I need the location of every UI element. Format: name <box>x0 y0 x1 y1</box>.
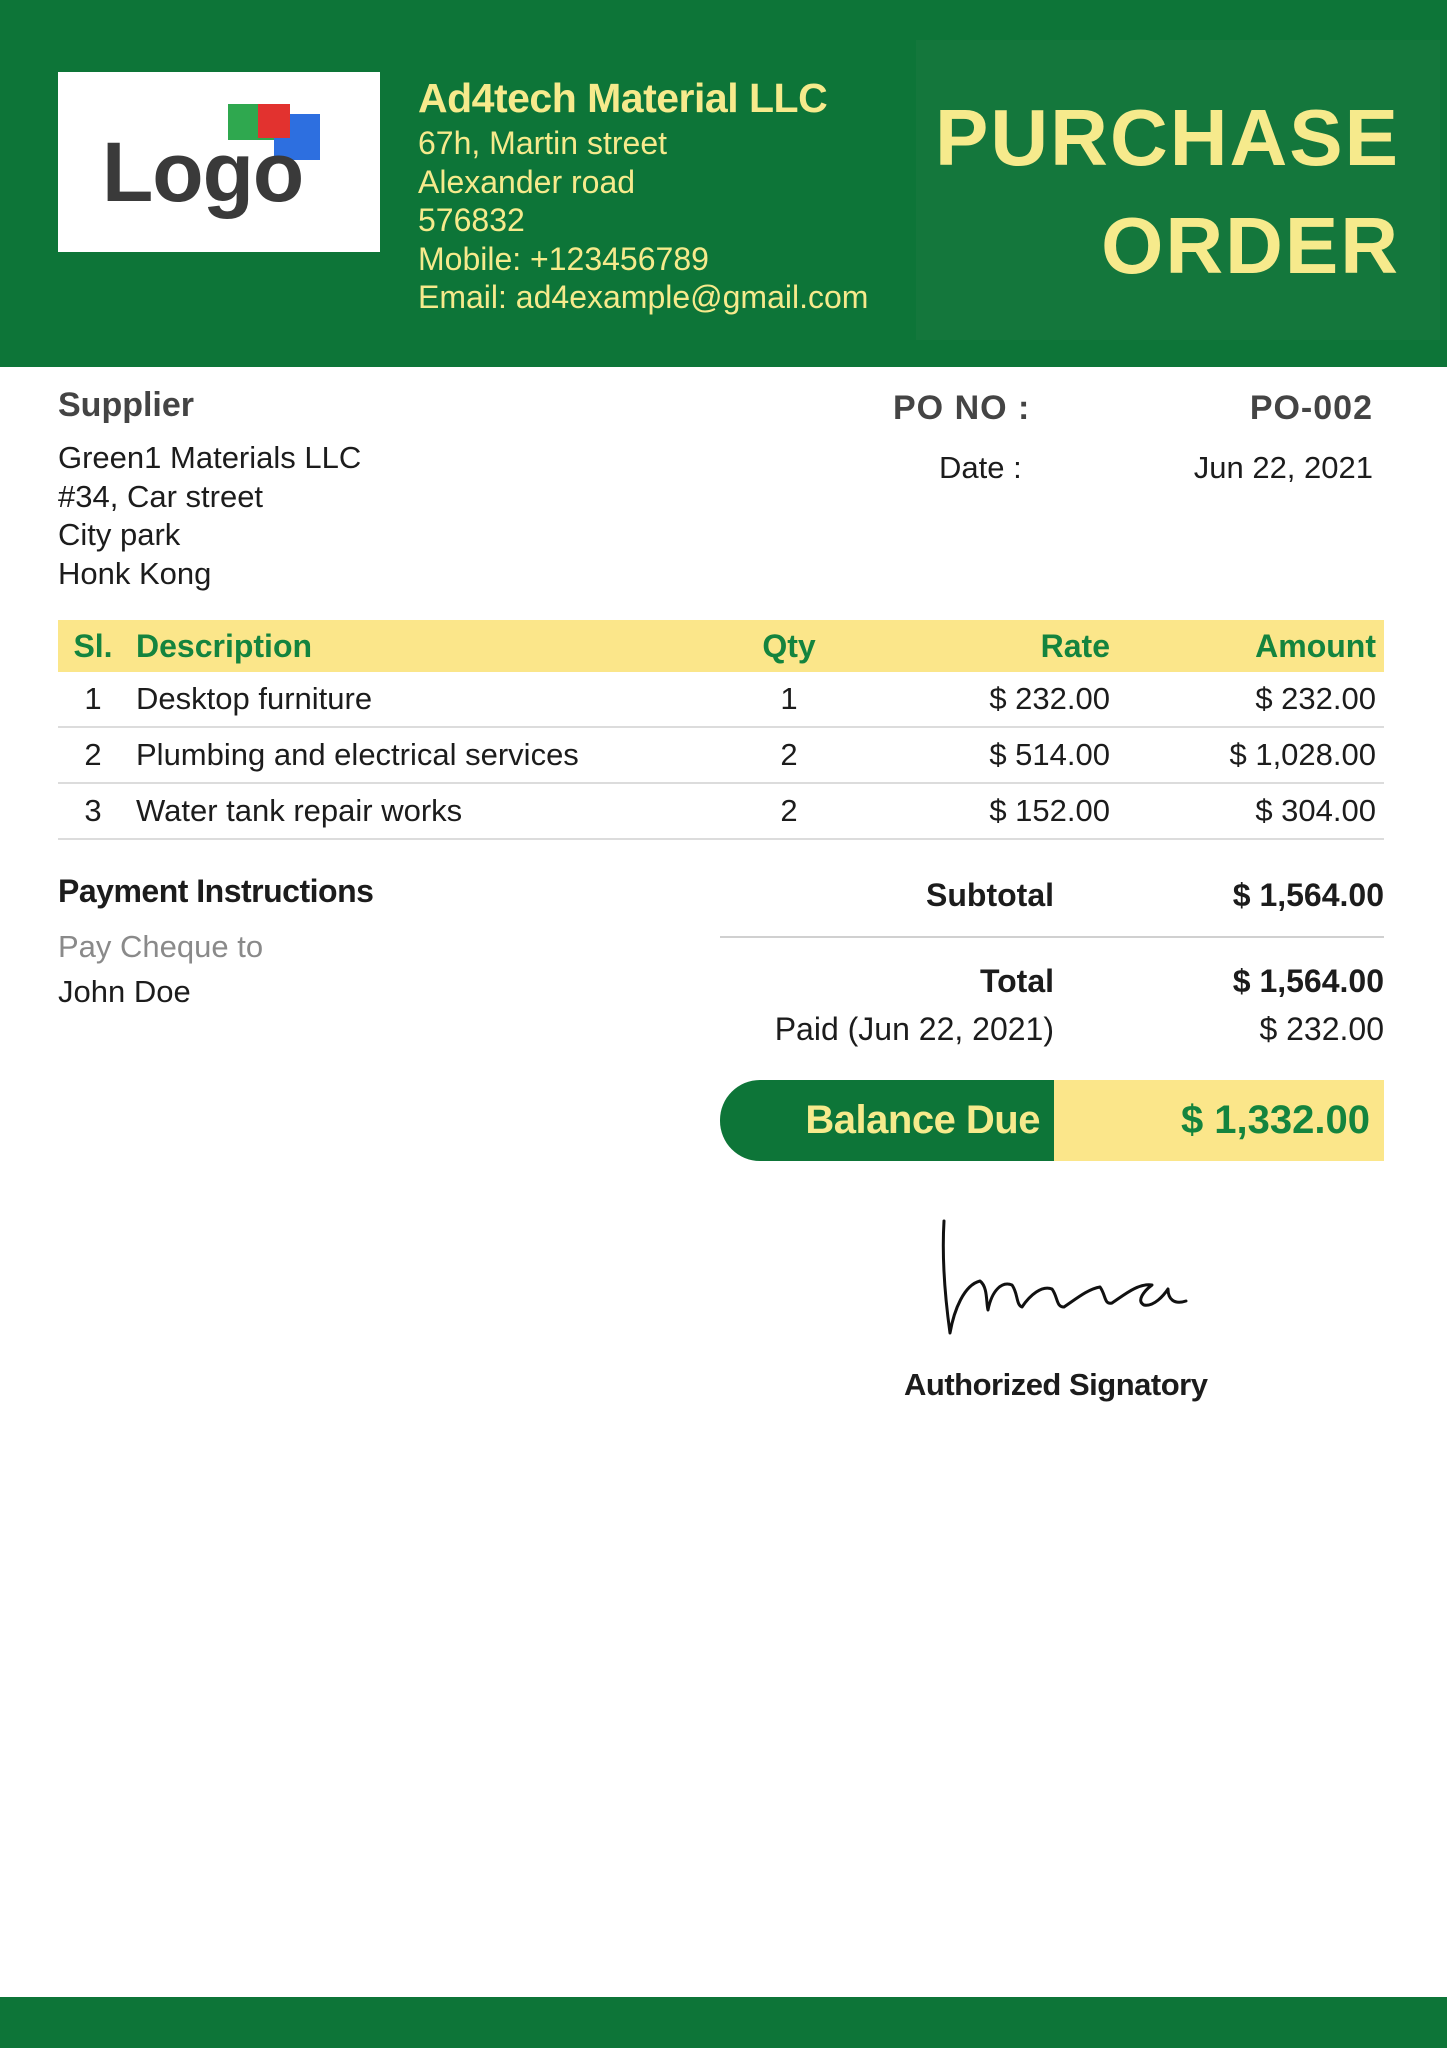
cell-qty: 2 <box>726 783 852 839</box>
cell-sl: 1 <box>58 672 128 727</box>
company-email: Email: ad4example@gmail.com <box>418 279 869 315</box>
subtotal-value: $ 1,564.00 <box>1232 877 1384 913</box>
paid-value: $ 232.00 <box>1259 1011 1384 1047</box>
cell-qty: 1 <box>726 672 852 727</box>
company-info <box>418 72 868 317</box>
company-mobile: Mobile: +123456789 <box>418 240 709 277</box>
supplier-address <box>58 439 361 593</box>
payee-name: John Doe <box>58 974 191 1009</box>
footer-band <box>0 1997 1447 2048</box>
header-band <box>0 0 1447 367</box>
cell-description: Water tank repair works <box>128 783 726 839</box>
company-address-line: Alexander road <box>418 163 636 200</box>
total-value: $ 1,564.00 <box>1232 963 1384 999</box>
total-label: Total <box>979 963 1054 999</box>
po-number-label: PO NO : <box>893 389 1031 427</box>
paid-label: Paid (Jun 22, 2021) <box>774 1011 1054 1047</box>
company-logo <box>58 72 380 252</box>
date-label: Date : <box>939 450 1022 485</box>
cell-description: Plumbing and electrical services <box>128 727 726 783</box>
company-address-line: 576832 <box>418 202 525 238</box>
balance-due-label: Balance Due <box>805 1098 1040 1142</box>
supplier-line: #34, Car street <box>58 478 264 514</box>
balance-due-bar <box>720 1080 1384 1161</box>
cell-rate: $ 232.00 <box>852 672 1118 727</box>
total-row <box>720 963 1384 1007</box>
title-line-1: PURCHASE <box>935 93 1400 182</box>
cell-qty: 2 <box>726 727 852 783</box>
balance-due-value: $ 1,332.00 <box>1180 1098 1370 1142</box>
cell-rate: $ 152.00 <box>852 783 1118 839</box>
totals-divider <box>720 936 1384 938</box>
table-row <box>58 783 1384 839</box>
balance-due-label-box <box>720 1080 1054 1161</box>
po-number-value: PO-002 <box>1249 389 1373 427</box>
payment-instructions-title: Payment Instructions <box>58 873 374 909</box>
company-name: Ad4tech Material LLC <box>418 75 828 121</box>
logo-text: Logo <box>102 125 304 219</box>
table-header-row <box>58 620 1384 672</box>
cell-amount: $ 304.00 <box>1118 783 1384 839</box>
date-value: Jun 22, 2021 <box>1193 450 1373 485</box>
cell-rate: $ 514.00 <box>852 727 1118 783</box>
document-title <box>916 40 1440 340</box>
title-line-2: ORDER <box>1101 201 1400 290</box>
col-header-qty: Qty <box>726 620 852 672</box>
subtotal-label: Subtotal <box>926 877 1054 913</box>
table-row <box>58 672 1384 727</box>
line-items-table <box>58 620 1384 840</box>
supplier-line: City park <box>58 517 181 552</box>
company-address-line: 67h, Martin street <box>418 125 667 161</box>
supplier-label: Supplier <box>58 386 195 424</box>
cell-sl: 2 <box>58 727 128 783</box>
col-header-description: Description <box>128 620 726 672</box>
col-header-rate: Rate <box>852 620 1118 672</box>
cell-amount: $ 1,028.00 <box>1118 727 1384 783</box>
subtotal-row <box>720 877 1384 921</box>
cell-sl: 3 <box>58 783 128 839</box>
balance-due-value-box <box>1054 1080 1384 1161</box>
payment-label: Pay Cheque to <box>58 929 264 964</box>
cell-description: Desktop furniture <box>128 672 726 727</box>
cell-amount: $ 232.00 <box>1118 672 1384 727</box>
col-header-amount: Amount <box>1118 620 1384 672</box>
signature-image <box>930 1215 1210 1340</box>
paid-row <box>720 1011 1384 1055</box>
col-header-sl: Sl. <box>58 620 128 672</box>
authorized-signatory-label: Authorized Signatory <box>904 1367 1208 1402</box>
supplier-line: Honk Kong <box>58 555 212 591</box>
supplier-line: Green1 Materials LLC <box>58 440 362 475</box>
table-row <box>58 727 1384 783</box>
